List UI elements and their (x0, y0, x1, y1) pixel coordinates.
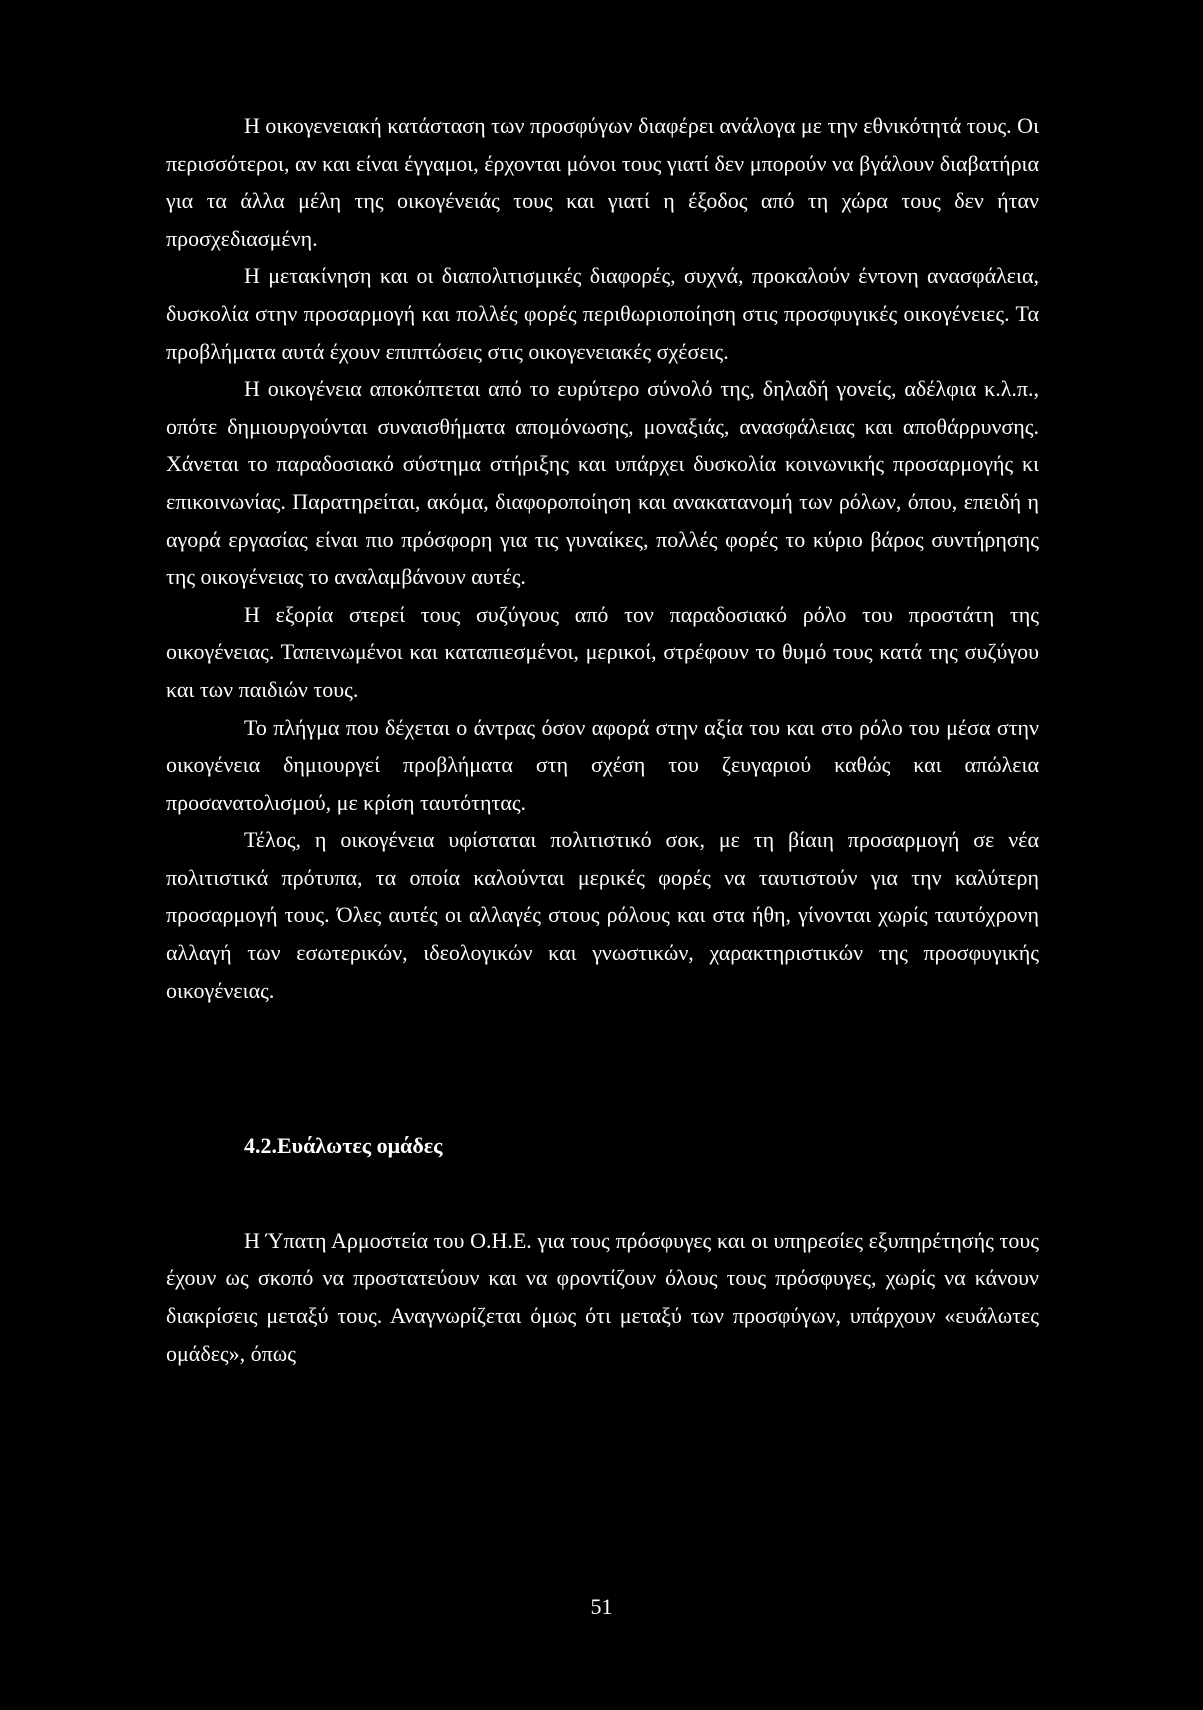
body-text (166, 107, 1039, 1372)
section-heading: 4.2.Ευάλωτες ομάδες (244, 1133, 443, 1159)
paragraph-culture-shock: Τέλος, η οικογένεια υφίσταται πολιτιστικό σοκ, με τη βίαιη προσαρμογή σε νέα πολιτιστικά πρότυπα, τα οποία καλούνται μερικές φορές να ταυτιστούν για την καλύτερη προσαρμογή τους. Όλες αυτές οι αλλαγές στους ρόλους και στα ήθη, γίνονται χωρίς ταυτόχρονη αλλαγή των εσωτερικών, ιδεολογικών και γνωστικών, χαρακτηριστικών της προσφυγικής οικογένειας. (166, 827, 1039, 1003)
paragraph-isolation: Η οικογένεια αποκόπτεται από το ευρύτερο σύνολό της, δηλαδή γονείς, αδέλφια κ.λ.π., οπότε δημιουργούνται συναισθήματα απομόνωσης, μοναξιάς, ανασφάλειας και αποθάρρυνσης. Χάνεται το παραδοσιακό σύστημα στήριξης και υπάρχει δυσκολία κοινωνικής προσαρμογής κι επικοινωνίας. Παρατηρείται, ακόμα, διαφοροποίηση και ανακατανομή των ρόλων, όπου, επειδή η αγορά εργασίας είναι πιο πρόσφορη για τις γυναίκες, πολλές φορές το κύριο βάρος συντήρησης της οικογένειας το αναλαμβάνουν αυτές. (166, 376, 1039, 590)
paragraph-unhcr: Η Ύπατη Αρμοστεία του Ο.Η.Ε. για τους πρόσφυγες και οι υπηρεσίες εξυπηρέτησής τους έχουν ως σκοπό να προστατεύουν και να φροντίζουν όλους τους πρόσφυγες, χωρίς να κάνουν διακρίσεις μεταξύ τους. Αναγνωρίζεται όμως ότι μεταξύ των προσφύγων, υπάρχουν «ευάλωτες ομάδες», όπως (166, 1227, 1039, 1366)
page-number: 51 (590, 1594, 613, 1619)
paragraph-family-status: Η οικογενειακή κατάσταση των προσφύγων διαφέρει ανάλογα με την εθνικότητά τους. Οι περισσότεροι, αν και είναι έγγαμοι, έρχονται μόνοι τους γιατί δεν μπορούν να βγάλουν διαβατήρια για τα άλλα μέλη της οικογένειάς τους και γιατί η έξοδος από τη χώρα τους δεν ήταν προσχεδιασμένη. (166, 113, 1039, 251)
paragraph-relocation: Η μετακίνηση και οι διαπολιτισμικές διαφορές, συχνά, προκαλούν έντονη ανασφάλεια, δυσκολία στην προσαρμογή και πολλές φορές περιθωριοποίηση στις προσφυγικές οικογένειες. Τα προβλήματα αυτά έχουν επιπτώσεις στις οικογενειακές σχέσεις. (166, 263, 1039, 364)
paragraph-identity: Το πλήγμα που δέχεται ο άντρας όσον αφορά στην αξία του και στο ρόλο του μέσα στην οικογένεια δημιουργεί προβλήματα στη σχέση του ζευγαριού καθώς και απώλεια προσανατολισμού, με κρίση ταυτότητας. (166, 714, 1039, 815)
paragraph-exile: Η εξορία στερεί τους συζύγους από τον παραδοσιακό ρόλο του προστάτη της οικογένειας. Ταπεινωμένοι και καταπιεσμένοι, μερικοί, στρέφουν το θυμό τους κατά της συζύγου και των παιδιών τους. (166, 601, 1039, 702)
